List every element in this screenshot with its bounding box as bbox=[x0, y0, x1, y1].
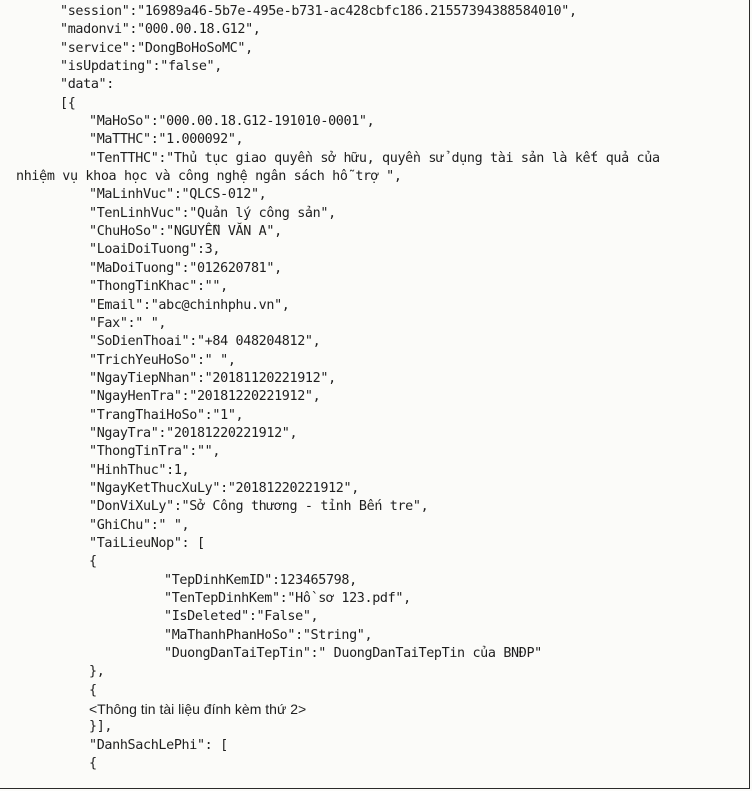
code-line: "service":"DongBoHoSoMC", bbox=[60, 40, 253, 56]
code-line: "TrangThaiHoSo":"1", bbox=[89, 407, 244, 423]
code-line: "session":"16989a46-5b7e-495e-b731-ac428cbfc186.21557394388584010", bbox=[60, 4, 577, 19]
code-line: "SoDienThoai":"+84 048204812", bbox=[89, 334, 321, 350]
code-line: "DuongDanTaiTepTin":" DuongDanTaiTepTin của BNĐP" bbox=[164, 646, 542, 662]
code-line: "TaiLieuNop": [ bbox=[89, 535, 205, 551]
code-line: "ChuHoSo":"NGUYỄN VĂN A", bbox=[89, 224, 282, 240]
code-line: "isUpdating":"false", bbox=[60, 59, 222, 75]
code-line: "LoaiDoiTuong":3, bbox=[89, 242, 221, 258]
code-line: nhiệm vụ khoa học và công nghệ ngân sách hỗ trợ ", bbox=[16, 169, 402, 185]
code-line: "IsDeleted":"False", bbox=[164, 609, 319, 625]
code-line: "GhiChu":" ", bbox=[89, 517, 190, 533]
code-line: "MaHoSo":"000.00.18.G12-191010-0001", bbox=[89, 114, 375, 130]
code-line-placeholder: <Thông tin tài liệu đính kèm thứ 2> bbox=[89, 701, 307, 718]
code-line: "Email":"abc@chinhphu.vn", bbox=[89, 297, 290, 313]
code-line: "TenTTHC":"Thủ tục giao quyền sở hữu, quyền sử dụng tài sản là kết quả của bbox=[89, 150, 660, 166]
code-line: "NgayTiepNhan":"20181120221912", bbox=[89, 370, 336, 386]
code-line: "NgayHenTra":"20181220221912", bbox=[89, 389, 321, 405]
code-line: "MaTTHC":"1.000092", bbox=[89, 132, 244, 148]
code-line: "TenTepDinhKem":"Hồ sơ 123.pdf", bbox=[164, 591, 411, 606]
code-line: "HinhThuc":1, bbox=[89, 462, 190, 478]
code-line: "data": bbox=[60, 77, 114, 93]
code-line: "NgayTra":"20181220221912", bbox=[89, 425, 298, 441]
code-line: { bbox=[89, 756, 97, 772]
code-line: [{ bbox=[60, 95, 76, 111]
code-line: "DonViXuLy":"Sở Công thương - tỉnh Bến tre", bbox=[89, 499, 429, 515]
code-line: { bbox=[89, 554, 97, 570]
code-line: "DanhSachLePhi": [ bbox=[89, 737, 228, 753]
code-line: "ThongTinKhac":"", bbox=[89, 279, 228, 295]
code-line: "NgayKetThucXuLy":"20181220221912", bbox=[89, 480, 359, 496]
code-line: }], bbox=[89, 719, 113, 735]
code-line: }, bbox=[89, 664, 105, 680]
code-line: "TepDinhKemID":123465798, bbox=[164, 572, 357, 588]
code-line: "TenLinhVuc":"Quản lý công sản", bbox=[89, 205, 336, 221]
code-line: "TrichYeuHoSo":" ", bbox=[89, 352, 236, 368]
code-line: { bbox=[89, 682, 97, 698]
code-line: "MaThanhPhanHoSo":"String", bbox=[164, 627, 373, 643]
json-code-block bbox=[0, 3, 748, 773]
code-line: "madonvi":"000.00.18.G12", bbox=[60, 22, 261, 38]
code-line: "Fax":" ", bbox=[89, 315, 167, 331]
code-line: "MaLinhVuc":"QLCS-012", bbox=[89, 187, 267, 203]
code-line: "ThongTinTra":"", bbox=[89, 444, 221, 460]
code-line: "MaDoiTuong":"012620781", bbox=[89, 260, 282, 276]
